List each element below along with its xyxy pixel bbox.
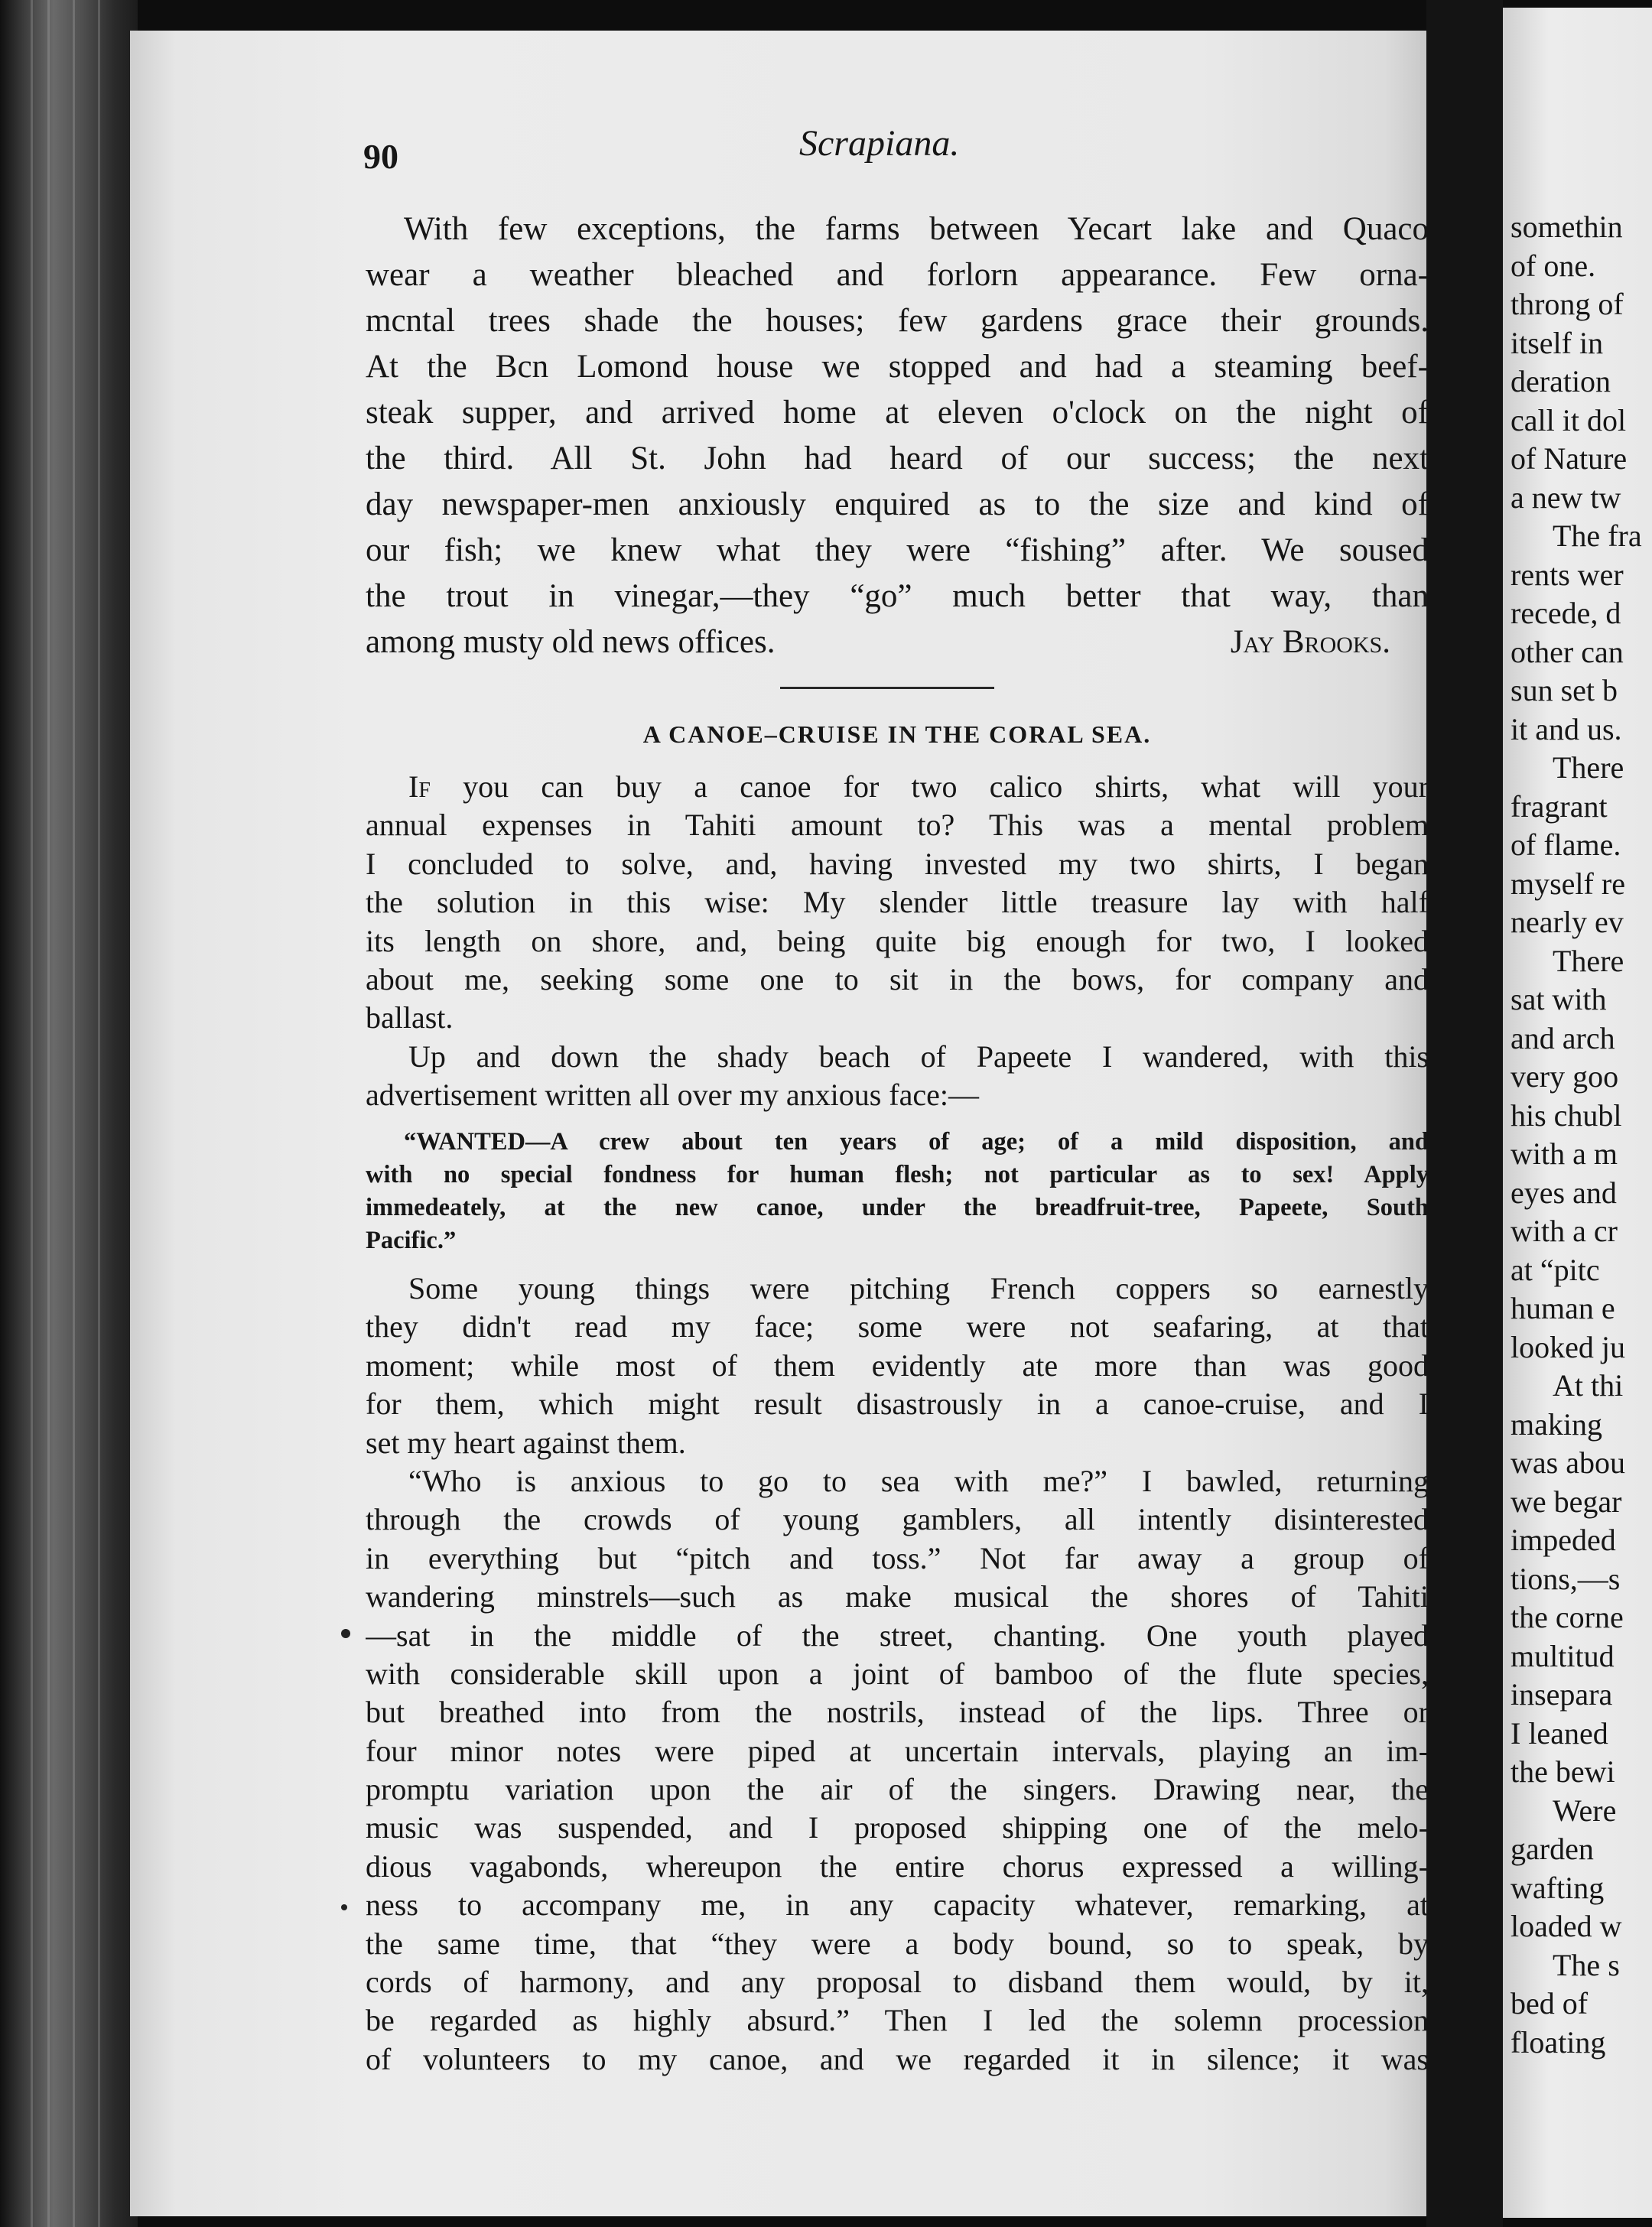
text-line: wear a weather bleached and forlorn appearance. Few orna- bbox=[366, 257, 1429, 293]
facing-text-line: fragrant bbox=[1511, 788, 1608, 824]
facing-text-line: very goo bbox=[1511, 1059, 1619, 1094]
facing-text-line: tions,—s bbox=[1511, 1561, 1621, 1596]
text-line: but breathed into from the nostrils, instead of the lips. Three or bbox=[366, 1695, 1429, 1730]
text-line: they didn't read my face; some were not seafaring, at that bbox=[366, 1309, 1429, 1344]
facing-text-line: deration bbox=[1511, 364, 1611, 398]
facing-text-line: his chubl bbox=[1511, 1097, 1622, 1133]
text-line: music was suspended, and I proposed shipping one of the melo- bbox=[366, 1810, 1429, 1845]
facing-text-line: loaded w bbox=[1511, 1909, 1622, 1943]
facing-text-line: There bbox=[1553, 750, 1624, 785]
facing-text-line: garden bbox=[1511, 1832, 1594, 1866]
text-line: the third. All St. John had heard of our success; the next bbox=[366, 441, 1429, 476]
text-line: Pacific.” bbox=[366, 1227, 457, 1254]
facing-text-line: we begar bbox=[1511, 1484, 1622, 1519]
facing-text-line: the corne bbox=[1511, 1600, 1624, 1634]
facing-text-line: eyes and bbox=[1511, 1175, 1617, 1210]
facing-text-line: making bbox=[1511, 1406, 1602, 1442]
facing-text-line: looked ju bbox=[1511, 1329, 1625, 1364]
text-line: the solution in this wise: My slender little treasure lay with half bbox=[366, 885, 1429, 920]
text-line: set my heart against them. bbox=[366, 1425, 686, 1460]
previous-article-ending bbox=[366, 206, 1429, 665]
facing-text-line: other can bbox=[1511, 634, 1624, 669]
text-line: you can buy a canoe for two calico shirts, what will your bbox=[463, 769, 1429, 804]
text-line: about me, seeking some one to sit in the bows, for company and bbox=[366, 961, 1429, 996]
text-line-with-signature bbox=[366, 619, 1429, 665]
text-line: the same time, that “they were a body bound, so to speak, by bbox=[366, 1926, 1429, 1961]
author-signature: Jay Brooks. bbox=[1230, 624, 1390, 660]
facing-text-line: The s bbox=[1553, 1947, 1620, 1982]
text-line: steak supper, and arrived home at eleven o'clock on the night of bbox=[366, 395, 1429, 431]
text-line: among musty old news offices. bbox=[366, 624, 776, 660]
text-line: be regarded as highly absurd.” Then I led the solemn procession bbox=[366, 2003, 1429, 2038]
text-line: mcntal trees shade the houses; few gardens grace their grounds. bbox=[366, 303, 1429, 339]
facing-text-line: There bbox=[1553, 943, 1624, 978]
facing-text-line: throng of bbox=[1511, 287, 1624, 321]
drop-lead-word: If bbox=[408, 769, 431, 804]
facing-text-line: of one. bbox=[1511, 248, 1596, 283]
text-line: ballast. bbox=[366, 1000, 454, 1035]
facing-text-line: bed of bbox=[1511, 1986, 1589, 2021]
text-line: for them, which might result disastrously in a canoe-cruise, and I bbox=[366, 1387, 1429, 1422]
facing-text-line: At thi bbox=[1553, 1368, 1624, 1403]
facing-text-line: call it dol bbox=[1511, 402, 1627, 437]
text-line: with no special fondness for human flesh; not particular as to sex! Apply bbox=[366, 1161, 1429, 1188]
text-line: ness to accompany me, in any capacity whatever, remarking, at bbox=[366, 1887, 1429, 1923]
facing-text-line: sun set b bbox=[1511, 673, 1618, 707]
running-title: Scrapiana. bbox=[799, 123, 960, 164]
text-line: Some young things were pitching French coppers so earnestly bbox=[408, 1271, 1429, 1305]
facing-text-line: human e bbox=[1511, 1291, 1615, 1325]
facing-text-line: I leaned bbox=[1511, 1715, 1608, 1751]
facing-text-line: of flame. bbox=[1511, 827, 1621, 862]
text-line: four minor notes were piped at uncertain intervals, playing an im- bbox=[366, 1733, 1429, 1768]
facing-text-line: at “pitc bbox=[1511, 1252, 1600, 1287]
text-line: our fish; we knew what they were “fishing” after. We soused bbox=[366, 532, 1429, 568]
text-line: through the crowds of young gamblers, all intently disinterested bbox=[366, 1502, 1429, 1537]
running-head bbox=[363, 122, 1442, 176]
text-line: —sat in the middle of the street, chanting. One youth played bbox=[366, 1617, 1429, 1653]
text-line: cords of harmony, and any proposal to disband them would, by it, bbox=[366, 1965, 1429, 2000]
facing-text-line: it and us. bbox=[1511, 711, 1622, 746]
facing-text-line: a new tw bbox=[1511, 480, 1621, 515]
margin-mark bbox=[341, 1904, 347, 1910]
text-line: its length on shore, and, being quite big enough for two, I looked bbox=[366, 923, 1429, 958]
text-line: the trout in vinegar,—they “go” much better that way, than bbox=[366, 578, 1429, 614]
text-line: day newspaper-men anxiously enquired as to the size and kind of bbox=[366, 486, 1429, 522]
article-opening bbox=[366, 768, 1429, 1115]
section-divider bbox=[780, 687, 994, 689]
facing-text-line: wafting bbox=[1511, 1870, 1605, 1905]
page-number: 90 bbox=[363, 137, 398, 176]
facing-text-line: The fra bbox=[1553, 519, 1642, 553]
facing-text-line: floating bbox=[1511, 2024, 1606, 2060]
article-body bbox=[366, 1270, 1429, 2079]
facing-text-line: multitud bbox=[1511, 1638, 1615, 1673]
facing-text-line: of Nature bbox=[1511, 441, 1628, 476]
paragraph-first-line bbox=[366, 768, 1429, 806]
facing-text-line: itself in bbox=[1511, 325, 1604, 360]
text-line: “WANTED—A crew about ten years of age; of a mild disposition, and bbox=[404, 1128, 1429, 1156]
facing-text-line: with a cr bbox=[1511, 1214, 1618, 1248]
facing-text-line: impeded bbox=[1511, 1523, 1616, 1557]
page-gutter bbox=[1426, 0, 1503, 2227]
text-line: dious vagabonds, whereupon the entire chorus expressed a willing- bbox=[366, 1848, 1429, 1884]
facing-text-line: sat with bbox=[1511, 982, 1607, 1016]
advertisement-quote bbox=[366, 1126, 1429, 1257]
text-line: immedeately, at the new canoe, under the breadfruit-tree, Papeete, South bbox=[366, 1194, 1429, 1221]
facing-text-line: with a m bbox=[1511, 1136, 1618, 1171]
article-title: A CANOE–CRUISE IN THE CORAL SEA. bbox=[642, 720, 1152, 748]
facing-text-line: the bewi bbox=[1511, 1754, 1615, 1789]
facing-text-line: nearly ev bbox=[1511, 905, 1624, 939]
facing-text-line: was abou bbox=[1511, 1445, 1625, 1480]
text-line: I concluded to solve, and, having invested my two shirts, I began bbox=[366, 846, 1429, 881]
facing-text-line: somethin bbox=[1511, 210, 1623, 244]
text-line: moment; while most of them evidently ate more than was good bbox=[366, 1348, 1429, 1383]
facing-text-line: Were bbox=[1553, 1793, 1617, 1828]
text-line: annual expenses in Tahiti amount to? This was a mental problem bbox=[366, 808, 1429, 843]
text-line: Up and down the shady beach of Papeete I wandered, with this bbox=[408, 1039, 1429, 1074]
text-line: in everything but “pitch and toss.” Not far away a group of bbox=[366, 1540, 1429, 1575]
facing-text-line: rents wer bbox=[1511, 557, 1624, 592]
facing-text-line: and arch bbox=[1511, 1020, 1615, 1055]
text-line: advertisement written all over my anxious face:— bbox=[366, 1078, 979, 1113]
facing-text-line: insepara bbox=[1511, 1677, 1613, 1712]
text-line: of volunteers to my canoe, and we regarded it in silence; it was bbox=[366, 2041, 1429, 2076]
text-line: At the Bcn Lomond house we stopped and had a steaming beef- bbox=[366, 349, 1429, 385]
text-line: with considerable skill upon a joint of bamboo of the flute species, bbox=[366, 1656, 1429, 1691]
facing-text-line: recede, d bbox=[1511, 596, 1621, 630]
book-binding bbox=[0, 0, 138, 2227]
margin-mark bbox=[341, 1629, 350, 1638]
text-line: promptu variation upon the air of the singers. Drawing near, the bbox=[366, 1772, 1429, 1807]
facing-text-line: myself re bbox=[1511, 866, 1625, 901]
facing-page-text bbox=[1511, 208, 1652, 2062]
text-line: wandering minstrels—such as make musical the shores of Tahiti bbox=[366, 1579, 1429, 1614]
text-line: With few exceptions, the farms between Yecart lake and Quaco bbox=[404, 211, 1429, 247]
text-line: “Who is anxious to go to sea with me?” I bawled, returning bbox=[408, 1463, 1429, 1498]
